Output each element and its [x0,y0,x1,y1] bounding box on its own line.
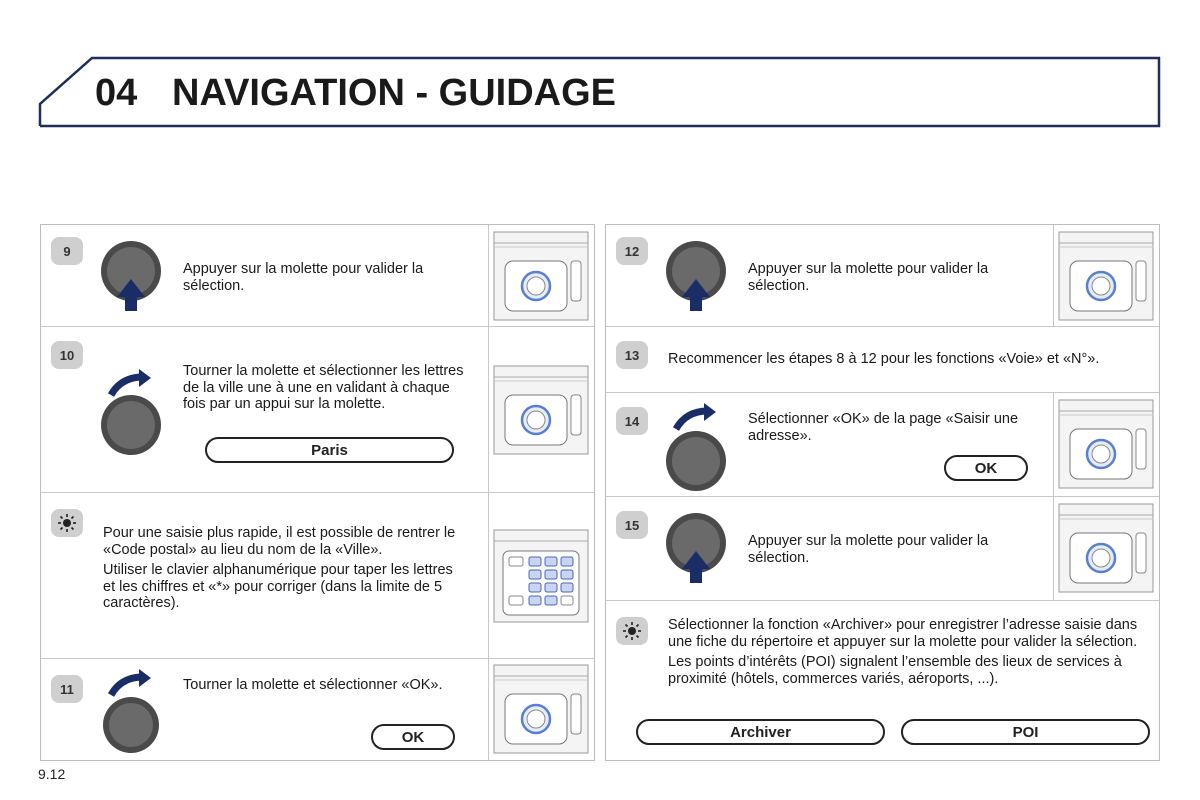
tip-paragraph-1: Sélectionner la fonction «Archiver» pour enregistrer l’adresse saisie dans une fiche du répertoire et appuyer sur la molette pour valider la sélection. [668,617,1138,650]
chapter-number: 04 [95,72,138,114]
control-panel-icon [1058,503,1154,593]
keypad-icon [493,529,589,623]
ok-button[interactable]: OK [944,455,1028,481]
step-badge: 9 [51,237,83,265]
step-badge: 13 [616,341,648,369]
control-panel-icon [493,231,589,321]
device-image-col [488,493,594,658]
step-badge: 11 [51,675,83,703]
knob-push-icon [664,239,728,313]
tip-paragraph-2: Utiliser le clavier alphanumérique pour taper les lettres et les chiffres et «*» pour corriger (dans la limite de 5 caractères). [103,562,453,611]
device-image-col [488,225,594,326]
tip-badge [616,617,648,645]
step-badge: 14 [616,407,648,435]
device-image-col [1053,497,1159,600]
ok-button[interactable]: OK [371,724,455,750]
right-panel [605,224,1160,761]
tip-left [41,493,594,659]
step-badge: 12 [616,237,648,265]
step-text: Appuyer sur la molette pour valider la sélection. [748,533,989,566]
step-text: Recommencer les étapes 8 à 12 pour les fonctions «Voie» et «N°». [668,351,1100,367]
paris-button[interactable]: Paris [205,437,454,463]
device-image-col [1053,393,1159,496]
control-panel-icon [493,664,589,754]
step-badge: 15 [616,511,648,539]
control-panel-icon [1058,231,1154,321]
tip-paragraph-2: Les points d’intérêts (POI) signalent l’ensemble des lieux de services à proximité (hôtels, commerces variés, aéroports, ...). [668,654,1122,687]
knob-rotate-icon [664,403,728,493]
tip-text [668,617,1148,687]
chapter-title: NAVIGATION - GUIDAGE [172,72,617,114]
tip-text [103,525,463,612]
step-badge: 10 [51,341,83,369]
tip-badge [51,509,83,537]
knob-rotate-icon [99,369,163,455]
step-10 [41,327,594,493]
device-image-col [488,327,594,492]
page-number: 9.12 [38,766,66,782]
knob-rotate-icon [99,669,163,755]
tip-paragraph-1: Pour une saisie plus rapide, il est possible de rentrer le «Code postal» au lieu du nom de la «Ville». [103,525,456,558]
step-14 [606,393,1159,497]
step-12 [606,225,1159,327]
step-13 [606,327,1159,393]
step-text: Appuyer sur la molette pour valider la sélection. [183,261,424,294]
knob-push-icon [99,239,163,313]
control-panel-icon [1058,399,1154,489]
step-text: Tourner la molette et sélectionner les lettres de la ville une à une en validant à chaque fois par un appui sur la molette. [183,363,464,412]
left-panel [40,224,595,761]
step-text: Appuyer sur la molette pour valider la sélection. [748,261,989,294]
knob-push-icon [664,511,728,585]
step-11 [41,659,594,760]
step-text: Sélectionner «OK» de la page «Saisir une adresse». [748,411,1019,444]
step-9 [41,225,594,327]
archiver-button[interactable]: Archiver [636,719,885,745]
device-image-col [1053,225,1159,326]
poi-button[interactable]: POI [901,719,1150,745]
control-panel-icon [493,365,589,455]
lightbulb-icon [623,622,641,640]
tip-right [606,601,1159,760]
lightbulb-icon [58,514,76,532]
device-image-col [488,659,594,760]
step-text: Tourner la molette et sélectionner «OK». [183,677,443,693]
step-15 [606,497,1159,601]
